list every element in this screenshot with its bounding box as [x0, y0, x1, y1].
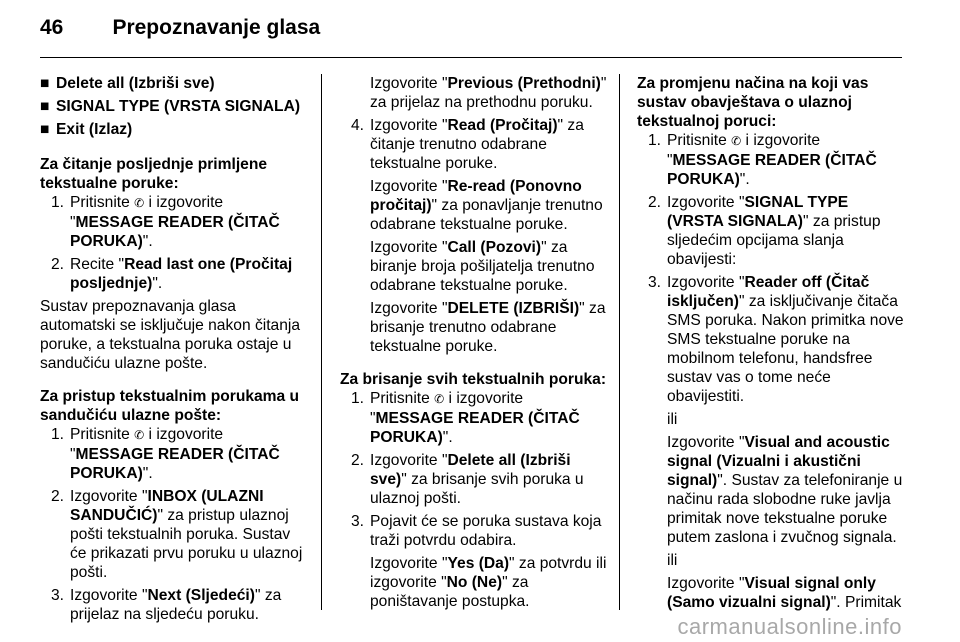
paragraph: Izgovorite "Previous (Prethodni)" za prijelaz na prethodnu poruku. [370, 75, 607, 111]
step: 4. Izgovorite "Read (Pročitaj)" za čitanje trenutno odabrane tekstualne poruke. [350, 117, 584, 172]
step: 2. Izgovorite "SIGNAL TYPE (VRSTA SIGNALA)" za pristup sljedećim opcijama slanja obavijesti: [647, 194, 881, 268]
phone-icon: ✆ [731, 134, 742, 148]
list-item: ■ SIGNAL TYPE (VRSTA SIGNALA) [40, 98, 301, 115]
column-1 [40, 74, 308, 628]
page-title: Prepoznavanje glasa [112, 16, 321, 39]
section-heading: Za čitanje posljednje primljene tekstualne poruke: [40, 156, 268, 192]
phone-icon: ✆ [134, 196, 145, 210]
list-item: ■ Exit (Izlaz) [40, 121, 133, 138]
paragraph: ili [667, 552, 678, 569]
step: 1. Pritisnite ✆ i izgovorite "MESSAGE READER (ČITAČ PORUKA)". [50, 426, 280, 482]
step: 2. Izgovorite "INBOX (ULAZNI SANDUČIĆ)" za pristup ulaznoj pošti tekstualnih poruka. Sustav će prikazati prvu poruku u ulaznoj pošti. [50, 488, 303, 581]
section-heading: Za pristup tekstualnim porukama u sandučiću ulazne pošte: [40, 388, 300, 424]
paragraph: Izgovorite "Yes (Da)" za potvrdu ili izgovorite "No (Ne)" za poništavanje postupka. [370, 555, 607, 610]
page-number: 46 [40, 16, 64, 39]
watermark: carmanualsonline.info [677, 614, 902, 639]
column-3 [637, 74, 907, 616]
section-heading: Za promjenu načina na koji vas sustav obavještava o ulaznoj tekstualnoj poruci: [637, 75, 869, 130]
step: 2. Recite "Read last one (Pročitaj posljednje)". [50, 256, 293, 292]
step: 3. Pojavit će se poruka sustava koja traži potvrdu odabira. [350, 513, 602, 549]
column-divider [321, 74, 322, 610]
paragraph: Izgovorite "Re-read (Ponovno pročitaj)" za ponavljanje trenutno odabrane tekstualne poruke. [370, 178, 603, 233]
header-rule [40, 57, 902, 58]
step: 1. Pritisnite ✆ i izgovorite "MESSAGE READER (ČITAČ PORUKA)". [350, 390, 580, 446]
step: 3. Izgovorite "Next (Sljedeći)" za prijelaz na sljedeću poruku. [50, 587, 282, 623]
column-2 [340, 74, 608, 615]
bullet-icon: ■ [40, 98, 50, 115]
phone-icon: ✆ [434, 392, 445, 406]
step: 3. Izgovorite "Reader off (Čitač isključen)" za isključivanje čitača SMS poruka. Nakon primitka nove SMS tekstualne poruke na mobilnom telefonu, handsfree sustav vas o tome neće obavijestiti. [647, 274, 904, 405]
page-header [40, 16, 320, 56]
bullet-icon: ■ [40, 75, 50, 92]
paragraph: Sustav prepoznavanja glasa automatski se isključuje nakon čitanja poruke, a tekstualna poruka ostaje u sandučiću ulazne pošte. [40, 298, 301, 372]
bullet-icon: ■ [40, 121, 50, 138]
step: 2. Izgovorite "Delete all (Izbriši sve)" za brisanje svih poruka u ulaznoj pošti. [350, 452, 584, 507]
step: 1. Pritisnite ✆ i izgovorite "MESSAGE READER (ČITAČ PORUKA)". [647, 132, 877, 188]
paragraph: ili [667, 411, 678, 428]
section-heading: Za brisanje svih tekstualnih poruka: [340, 371, 607, 388]
phone-icon: ✆ [134, 428, 145, 442]
paragraph: Izgovorite "DELETE (IZBRIŠI)" za brisanje trenutno odabrane tekstualne poruke. [370, 300, 606, 355]
paragraph: Izgovorite "Visual signal only (Samo vizualni signal)". Primitak [667, 575, 902, 611]
paragraph: Izgovorite "Call (Pozovi)" za biranje broja pošiljatelja trenutno odabrane tekstualne poruke. [370, 239, 595, 294]
list-item: ■ Delete all (Izbriši sve) [40, 75, 215, 92]
paragraph: Izgovorite "Visual and acoustic signal (Vizualni i akustični signal)". Sustav za telefoniranje u načinu rada slobodne ruke javlja primitak nove tekstualne poruke putem zaslona i zvučnog signala. [667, 434, 903, 546]
step: 1. Pritisnite ✆ i izgovorite "MESSAGE READER (ČITAČ PORUKA)". [50, 194, 280, 250]
column-divider [619, 74, 620, 610]
